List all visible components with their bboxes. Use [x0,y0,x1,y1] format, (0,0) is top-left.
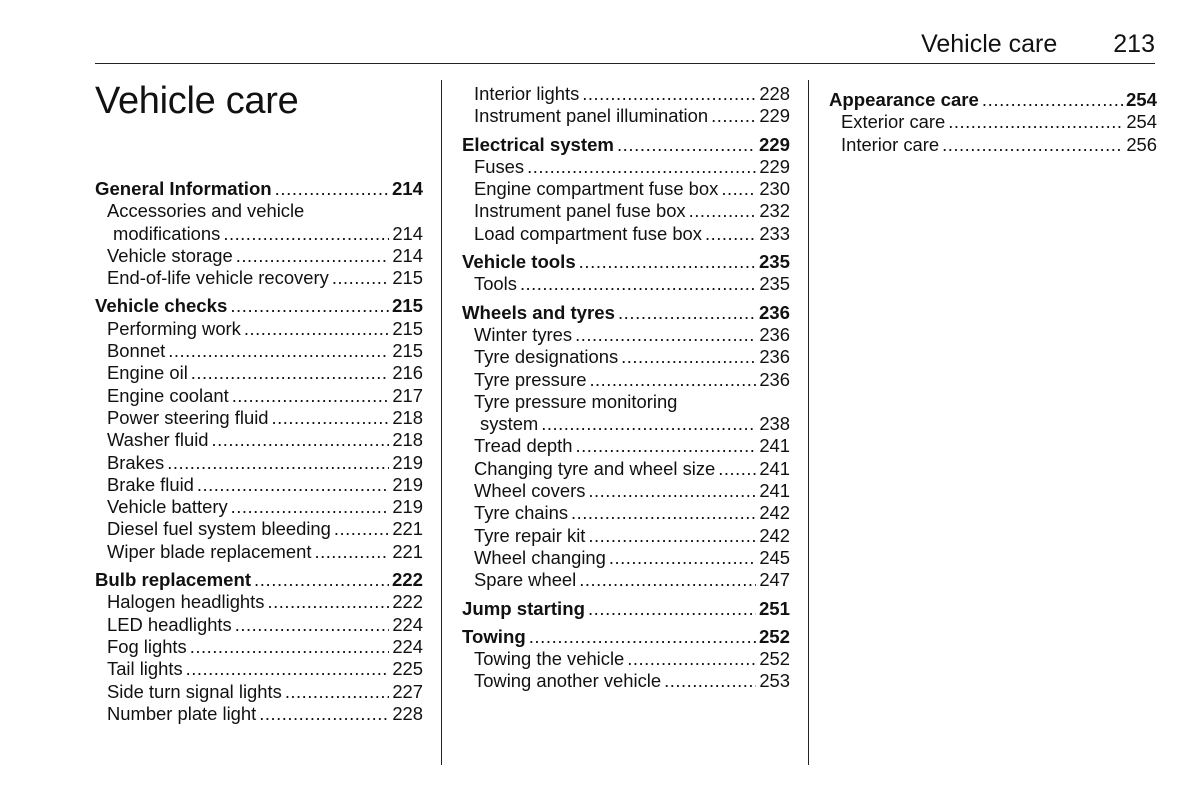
toc-entry-label: Interior lights [474,83,580,104]
toc-section-title-page: 222 [391,569,423,591]
toc-entry-label: Tyre repair kit [474,524,586,546]
dot-leader [197,474,389,496]
dot-leader [285,681,390,703]
dot-leader [520,273,756,295]
dot-leader [982,89,1123,111]
toc-entry-page: 242 [759,502,790,524]
toc-entry[interactable] [95,703,423,725]
dot-leader [168,340,389,362]
toc-section-title-page: 215 [391,295,423,317]
toc-column-3 [829,89,1157,162]
toc-section-title-page: 214 [391,178,423,199]
dot-leader [579,569,756,591]
toc-entry[interactable] [95,429,423,451]
toc-entry[interactable] [829,134,1157,156]
dot-leader [718,458,756,480]
toc-section-title-page: 229 [758,133,790,155]
toc-entry-page: 235 [759,273,790,295]
toc-entry-page: 253 [759,670,790,692]
toc-section [462,598,790,620]
toc-entry[interactable] [95,318,423,340]
dot-leader [254,569,389,591]
toc-entry-page: 214 [392,222,423,244]
toc-entry[interactable] [95,362,423,384]
dot-leader [664,670,756,692]
toc-entry[interactable] [462,324,790,346]
toc-entry-page: 225 [392,658,423,680]
toc-entry-page: 230 [759,178,790,200]
dot-leader [186,658,390,680]
dot-leader [334,518,389,540]
toc-entry[interactable] [95,681,423,703]
toc-section [829,89,1157,156]
toc-entry-label: Power steering fluid [107,406,269,428]
dot-leader [582,83,756,105]
toc-entry-label: Number plate light [107,702,257,724]
toc-entry-page: 236 [759,368,790,390]
toc-entry-page: 217 [392,384,423,406]
toc-entry-page: 236 [759,323,790,345]
header-rule [95,63,1155,64]
column-divider [441,80,442,765]
dot-leader [721,178,756,200]
toc-entry-label: Tyre pressure [474,368,587,390]
toc-entry-page: 247 [759,569,790,591]
toc-entry-label: Engine coolant [107,384,229,406]
toc-section-title[interactable] [462,598,790,620]
dot-leader [541,413,756,435]
toc-entry-label: Fog lights [107,635,187,657]
toc-column-2 [462,83,790,699]
dot-leader [589,369,756,391]
dot-leader [588,598,756,620]
toc-entry[interactable] [462,83,790,105]
toc-entry-page: 236 [759,346,790,368]
toc-entry-label: Wheel covers [474,480,586,502]
dot-leader [235,614,390,636]
toc-entry-label: Engine compartment fuse box [474,178,719,200]
toc-entry-page: 256 [1126,133,1157,155]
toc-section [95,569,423,725]
toc-entry-label: Instrument panel fuse box [474,200,686,222]
toc-entry-page: 218 [392,406,423,428]
toc-entry[interactable] [95,223,423,245]
dot-leader [579,251,756,273]
toc-entry-label: Side turn signal lights [107,680,282,702]
dot-leader [609,547,756,569]
toc-entry-label: Interior care [841,133,940,155]
dot-leader [527,156,756,178]
dot-leader [223,223,389,245]
dot-leader [588,525,756,547]
toc-entry-page: 228 [759,83,790,104]
toc-entry-label: Vehicle battery [107,496,228,518]
toc-entry[interactable] [462,502,790,524]
toc-entry-page: 219 [392,451,423,473]
dot-leader [259,703,389,725]
toc-entry[interactable] [462,435,790,457]
toc-entry[interactable] [462,458,790,480]
toc-entry-page: 219 [392,473,423,495]
toc-section [462,626,790,693]
toc-entry-page: 228 [392,702,423,724]
page-number: 213 [1113,30,1155,58]
toc-entry-label: Tail lights [107,658,183,680]
toc-section-title-label: Wheels and tyres [462,301,615,323]
toc-entry[interactable] [829,111,1157,133]
toc-entry-page: 218 [392,429,423,451]
toc-entry[interactable] [95,340,423,362]
toc-section [95,295,423,563]
toc-section-title-label: Electrical system [462,133,614,155]
toc-section-title-page: 251 [758,597,790,619]
toc-section-title[interactable] [462,134,790,156]
toc-entry-line[interactable]: Tyre pressure monitoring [474,390,678,412]
toc-entry[interactable] [95,407,423,429]
toc-entry[interactable] [95,518,423,540]
dot-leader [332,267,390,289]
toc-section-title-page: 252 [758,625,790,647]
toc-entry-page: 252 [759,648,790,670]
toc-entry[interactable] [462,525,790,547]
toc-entry-label: Towing the vehicle [474,648,625,670]
toc-section-title[interactable] [95,569,423,591]
toc-entry-label: Brakes [107,451,165,473]
toc-entry[interactable] [462,223,790,245]
dot-leader [167,452,389,474]
toc-section-title-label: Towing [462,625,526,647]
toc-entry[interactable] [95,385,423,407]
toc-section-title-page: 236 [758,301,790,323]
toc-entry[interactable] [95,474,423,496]
toc-entry-label: Wiper blade replacement [107,540,312,562]
toc-entry-label: LED headlights [107,613,232,635]
toc-section-title-label: Appearance care [829,89,979,110]
toc-entry[interactable] [95,614,423,636]
toc-entry-label: Tread depth [474,435,573,457]
toc-entry[interactable] [95,245,423,267]
toc-entry-label: Towing another vehicle [474,670,662,692]
toc-entry-page: 232 [759,200,790,222]
toc-entry-label: Changing tyre and wheel size [474,457,716,479]
toc-entry-page: 222 [392,591,423,613]
dot-leader [617,134,756,156]
toc-entry-label: End-of-life vehicle recovery [107,267,329,289]
column-divider [808,80,809,765]
toc-entry-page: 245 [759,546,790,568]
toc-entry-label: Instrument panel illumination [474,105,709,127]
dot-leader [689,200,757,222]
dot-leader [571,502,756,524]
toc-section-title[interactable] [462,251,790,273]
toc-section-title-label: Bulb replacement [95,569,252,591]
toc-entry-page: 241 [759,435,790,457]
toc-entry-label: Tyre chains [474,502,569,524]
dot-leader [576,435,757,457]
toc-section [462,134,790,245]
running-header [921,30,1155,59]
toc-entry-label: Bonnet [107,340,166,362]
toc-entry-page: 214 [392,244,423,266]
toc-section-title[interactable] [95,295,423,317]
toc-entry[interactable] [95,636,423,658]
toc-entry[interactable] [95,267,423,289]
toc-section [462,251,790,296]
toc-entry-page: 238 [759,413,790,435]
running-header-title: Vehicle care [921,30,1058,58]
toc-entry-label: modifications [113,222,221,244]
dot-leader [272,407,390,429]
toc-entry[interactable] [95,591,423,613]
toc-entry[interactable] [462,105,790,127]
toc-entry[interactable] [95,496,423,518]
toc-entry-page: 254 [1126,111,1157,133]
dot-leader [232,385,390,407]
toc-entry-label: Load compartment fuse box [474,222,702,244]
dot-leader [244,318,389,340]
dot-leader [212,429,390,451]
dot-leader [191,362,390,384]
toc-entry-label: Brake fluid [107,473,194,495]
toc-entry[interactable] [462,346,790,368]
dot-leader [575,324,756,346]
dot-leader [190,636,390,658]
toc-entry-line[interactable]: Accessories and vehicle [107,200,305,222]
toc-entry-label: Fuses [474,155,525,177]
toc-entry[interactable] [462,273,790,295]
dot-leader [230,295,389,317]
dot-leader [621,346,756,368]
dot-leader [588,480,756,502]
dot-leader [942,134,1123,156]
toc-entry-page: 224 [392,613,423,635]
dot-leader [627,648,756,670]
toc-entry-page: 215 [392,267,423,289]
toc-section-title-label: Vehicle checks [95,295,228,317]
toc-entry-label: Winter tyres [474,323,573,345]
toc-entry[interactable] [462,480,790,502]
dot-leader [705,223,756,245]
toc-section [462,302,790,592]
toc-entry[interactable] [462,547,790,569]
toc-entry[interactable] [462,156,790,178]
toc-entry-label: Tyre designations [474,346,619,368]
toc-entry[interactable] [95,658,423,680]
toc-section-title-page: 235 [758,251,790,273]
toc-entry[interactable] [95,452,423,474]
toc-entry-label: Exterior care [841,111,946,133]
toc-entry-label: Wheel changing [474,546,606,568]
toc-section [462,83,790,128]
toc-entry-label: Performing work [107,317,241,339]
toc-entry-page: 215 [392,340,423,362]
toc-entry-page: 241 [759,480,790,502]
dot-leader [529,626,756,648]
chapter-title: Vehicle care [95,80,299,122]
toc-column-1 [95,178,423,731]
toc-entry-page: 221 [392,518,423,540]
toc-entry-page: 233 [759,222,790,244]
toc-entry[interactable] [462,200,790,222]
toc-section-title-label: General Information [95,178,272,199]
toc-entry-label: Diesel fuel system bleeding [107,518,331,540]
dot-leader [275,178,389,200]
dot-leader [236,245,390,267]
toc-entry-label: system [480,413,539,435]
toc-entry-page: 221 [392,540,423,562]
toc-section-title-page: 254 [1125,89,1157,110]
toc-entry-page: 229 [759,105,790,127]
toc-entry-label: Halogen headlights [107,591,265,613]
toc-entry[interactable] [462,369,790,391]
dot-leader [711,105,756,127]
toc-section-title-label: Jump starting [462,597,585,619]
dot-leader [267,591,389,613]
toc-section-title[interactable] [462,626,790,648]
toc-entry[interactable] [462,670,790,692]
toc-entry-page: 241 [759,457,790,479]
toc-section [95,178,423,289]
toc-entry-page: 224 [392,635,423,657]
toc-entry-label: Vehicle storage [107,244,233,266]
toc-section-title[interactable] [95,178,423,200]
toc-section-title[interactable] [829,89,1157,111]
toc-entry-page: 229 [759,155,790,177]
toc-entry[interactable] [95,541,423,563]
toc-entry[interactable] [462,178,790,200]
toc-entry-page: 242 [759,524,790,546]
toc-section-title-label: Vehicle tools [462,251,576,273]
toc-entry[interactable] [462,569,790,591]
toc-entry-label: Engine oil [107,362,188,384]
toc-entry-label: Washer fluid [107,429,209,451]
toc-entry[interactable] [462,413,790,435]
toc-entry[interactable] [462,648,790,670]
toc-entry-page: 215 [392,317,423,339]
toc-entry-label: Spare wheel [474,569,577,591]
toc-section-title[interactable] [462,302,790,324]
dot-leader [314,541,389,563]
dot-leader [618,302,756,324]
toc-entry-page: 219 [392,496,423,518]
toc-entry-page: 216 [392,362,423,384]
dot-leader [948,111,1123,133]
toc-entry-label: Tools [474,273,517,295]
dot-leader [231,496,390,518]
toc-entry-page: 227 [392,680,423,702]
